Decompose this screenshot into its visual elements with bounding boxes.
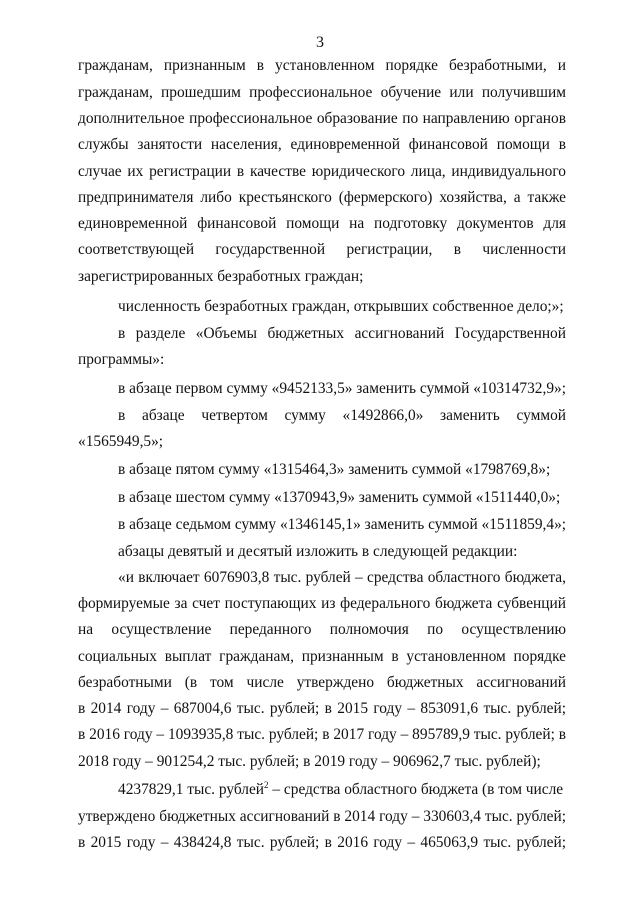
text-line: в 2015 году – 438424,8 тыс. рублей; в 2016 году – 465063,9 тыс. рублей;	[78, 834, 566, 851]
text-line: программы»:	[78, 351, 165, 368]
text-line: службы занятости населения, единовременной финансовой помощи в	[78, 136, 566, 153]
text-line: на осуществление переданного полномочия по осуществлению	[78, 621, 566, 638]
text-line: безработными (в том числе утверждено бюджетных ассигнований	[78, 674, 566, 691]
text-line: в 2016 году – 1093935,8 тыс. рублей; в 2017 году – 895789,9 тыс. рублей; в	[78, 726, 566, 743]
text-line: в 2014 году – 687004,6 тыс. рублей; в 2015 году – 853091,6 тыс. рублей;	[78, 700, 566, 717]
text-line: гражданам, признанным в установленном порядке безработными, и	[78, 57, 566, 74]
text-line: «1565949,5»;	[78, 433, 164, 450]
text-line: в абзаце первом сумму «9452133,5» заменить суммой «10314732,9»;	[118, 380, 567, 397]
text-line: предпринимателя либо крестьянского (фермерского) хозяйства, а также	[78, 189, 566, 206]
text-line: в абзаце четвертом сумму «1492866,0» заменить суммой	[118, 407, 566, 424]
text-line: гражданам, прошедшим профессиональное обучение или получившим	[78, 84, 566, 101]
text-line: дополнительное профессиональное образование по направлению органов	[78, 110, 566, 127]
text-line: единовременной финансовой помощи на подготовку документов для	[78, 215, 566, 232]
text-line: в абзаце пятом сумму «1315464,3» заменить суммой «1798769,8»;	[118, 461, 551, 478]
text-line: соответствующей государственной регистрации, в численности	[78, 241, 566, 258]
text-line: утверждено бюджетных ассигнований в 2014 году – 330603,4 тыс. рублей;	[78, 808, 566, 825]
text-line: зарегистрированных безработных граждан;	[78, 268, 364, 285]
text-line: численность безработных граждан, открывших собственное дело;»;	[118, 298, 564, 315]
text-line: в абзаце шестом сумму «1370943,9» заменить суммой «1511440,0»;	[118, 489, 561, 506]
text-line: случае их регистрации в качестве юридического лица, индивидуального	[78, 163, 566, 180]
text-line: 2018 году – 901254,2 тыс. рублей; в 2019 году – 906962,7 тыс. рублей);	[78, 753, 541, 770]
text-line: формируемые за счет поступающих из федерального бюджета субвенций	[78, 595, 566, 612]
text-line: в разделе «Объемы бюджетных ассигнований Государственной	[118, 325, 566, 342]
footnote-marker: 2	[264, 779, 269, 790]
page-number: 3	[316, 34, 324, 51]
text-line: социальных выплат гражданам, признанным в установленном порядке	[78, 648, 566, 665]
amount-text: 4237829,1 тыс. рублей	[118, 781, 265, 798]
text-line: абзацы девятый и десятый изложить в следующей редакции:	[118, 543, 518, 560]
text-continuation: – средства областного бюджета (в том числе	[268, 781, 564, 798]
text-line: «и включает 6076903,8 тыс. рублей – средства областного бюджета,	[118, 569, 566, 586]
text-line: в абзаце седьмом сумму «1346145,1» заменить суммой «1511859,4»;	[118, 516, 567, 533]
text-line-footnoted	[118, 780, 566, 800]
